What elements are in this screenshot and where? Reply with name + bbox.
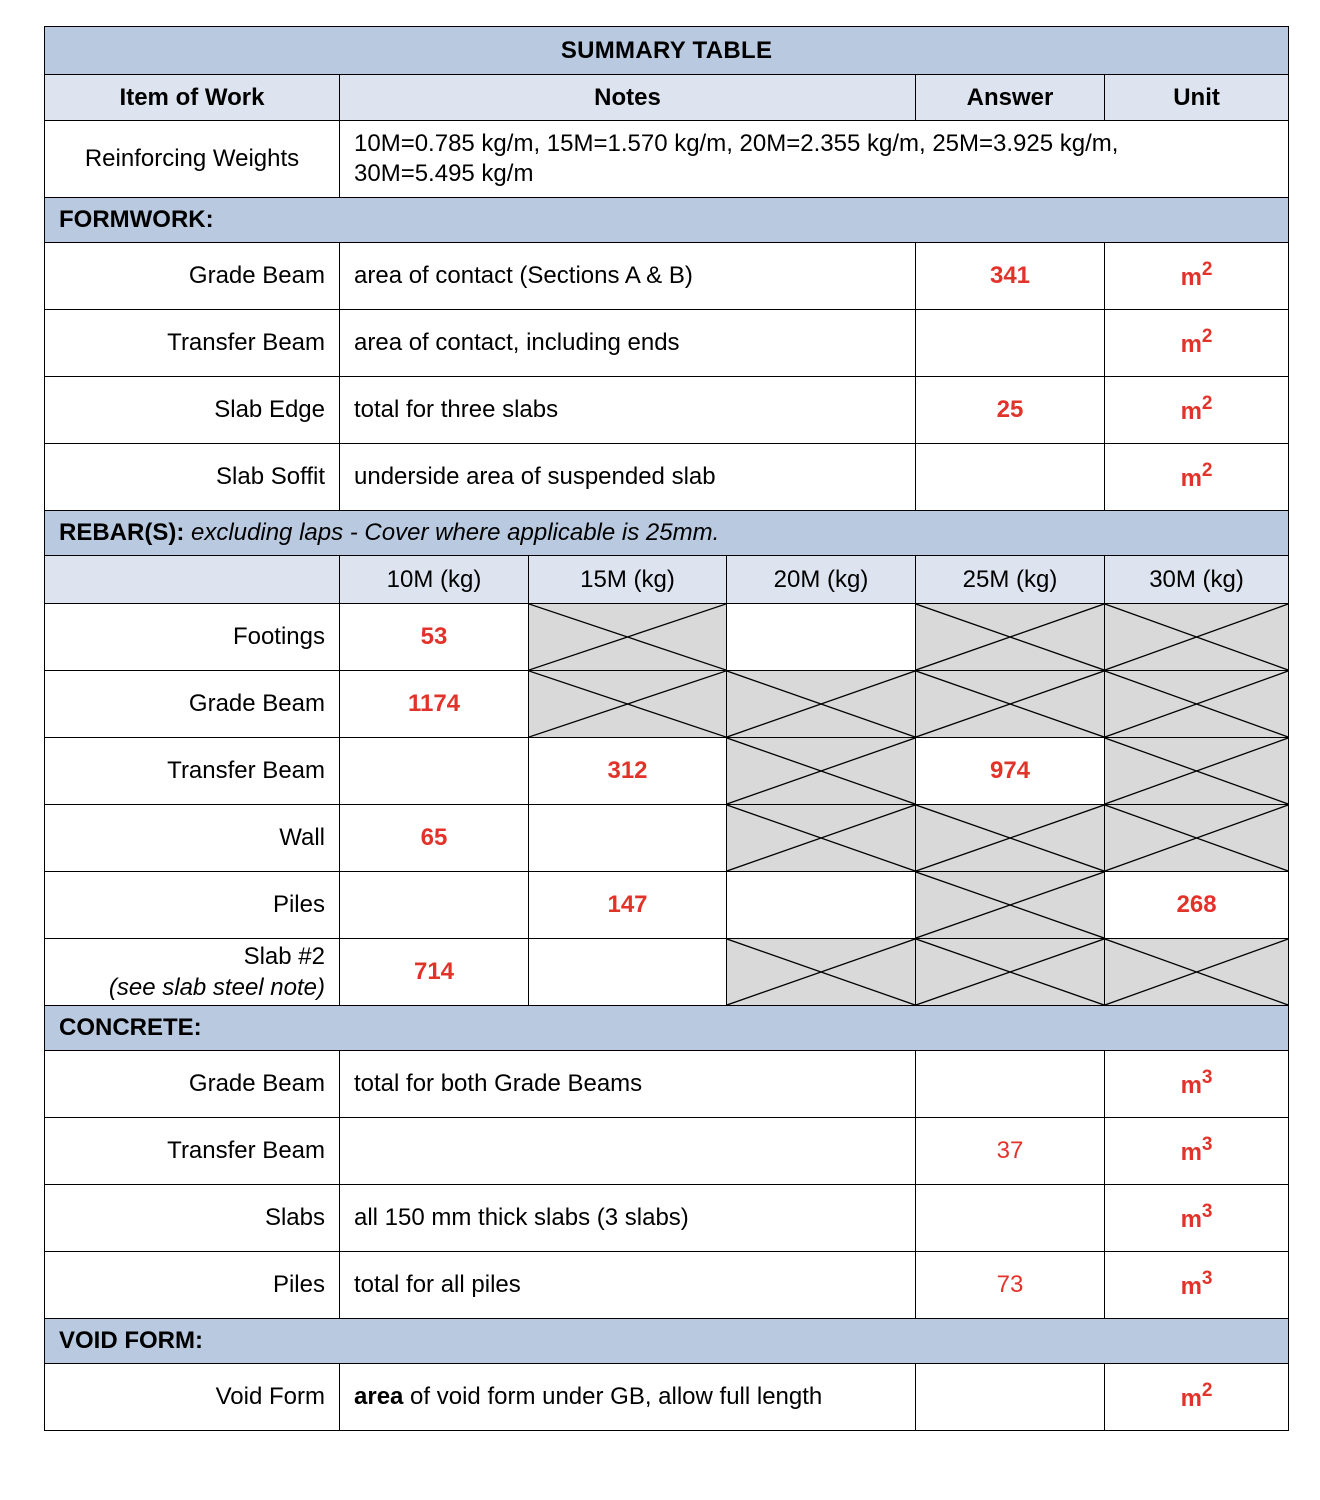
- unit-exponent: 3: [1201, 1134, 1213, 1155]
- cross-out-icon: [1105, 939, 1288, 1005]
- void-form-section-row: [45, 1319, 1289, 1364]
- concrete-row: [45, 1252, 1289, 1319]
- formwork-row: [45, 377, 1289, 444]
- row-item: Piles: [45, 1252, 340, 1319]
- row-note: area of contact, including ends: [340, 310, 916, 377]
- unit-base: m: [1180, 398, 1202, 425]
- row-note: [340, 1118, 916, 1185]
- row-unit: [1105, 243, 1289, 310]
- row-note: all 150 mm thick slabs (3 slabs): [340, 1185, 916, 1252]
- row-item: Grade Beam: [45, 1051, 340, 1118]
- concrete-row: [45, 1185, 1289, 1252]
- rebar-cell-not-applicable: [916, 805, 1105, 872]
- concrete-section-row: [45, 1006, 1289, 1051]
- row-item: Slab Soffit: [45, 444, 340, 511]
- unit-base: m: [1180, 1206, 1202, 1233]
- rebar-row: [45, 939, 1289, 1006]
- rebar-row: [45, 604, 1289, 671]
- rebar-row: [45, 872, 1289, 939]
- rebar-row-item: [45, 939, 340, 1006]
- row-note: total for all piles: [340, 1252, 916, 1319]
- cross-out-icon: [916, 805, 1104, 871]
- cross-out-icon: [1105, 671, 1288, 737]
- rebar-cell-value: 268: [1105, 872, 1289, 939]
- header-item-of-work: Item of Work: [45, 75, 340, 121]
- rebar-cell-not-applicable: [529, 604, 727, 671]
- cross-out-icon: [727, 671, 915, 737]
- unit-base: m: [1180, 1273, 1202, 1300]
- formwork-heading: FORMWORK:: [45, 198, 1289, 243]
- rebar-cell-not-applicable: [1105, 671, 1289, 738]
- reinforcing-weights-line-1: 10M=0.785 kg/m, 15M=1.570 kg/m, 20M=2.355 kg/m, 25M=3.925 kg/m,: [354, 130, 1119, 157]
- cross-out-icon: [1105, 805, 1288, 871]
- formwork-section-row: [45, 198, 1289, 243]
- row-answer: 37: [916, 1118, 1105, 1185]
- rebar-section-row: [45, 511, 1289, 556]
- void-note-rest: of void form under GB, allow full length: [403, 1383, 823, 1410]
- concrete-row: [45, 1118, 1289, 1185]
- void-form-heading: VOID FORM:: [45, 1319, 1289, 1364]
- rebar-cell-value: [340, 738, 529, 805]
- cross-out-icon: [1105, 604, 1288, 670]
- unit-exponent: 2: [1201, 259, 1213, 280]
- row-answer: [916, 1051, 1105, 1118]
- unit-base: m: [1180, 1072, 1202, 1099]
- rebar-header-blank: [45, 556, 340, 604]
- unit-exponent: 3: [1201, 1067, 1213, 1088]
- row-note: underside area of suspended slab: [340, 444, 916, 511]
- formwork-row: [45, 444, 1289, 511]
- row-item: Transfer Beam: [45, 1118, 340, 1185]
- row-answer: 25: [916, 377, 1105, 444]
- row-item: Transfer Beam: [45, 310, 340, 377]
- rebar-row: [45, 738, 1289, 805]
- rebar-cell-not-applicable: [727, 805, 916, 872]
- rebar-column-header-row: [45, 556, 1289, 604]
- rebar-cell-not-applicable: [916, 939, 1105, 1006]
- rebar-cell-value: 974: [916, 738, 1105, 805]
- rebar-cell-not-applicable: [529, 671, 727, 738]
- row-item: Void Form: [45, 1364, 340, 1431]
- unit-base: m: [1180, 1139, 1202, 1166]
- row-unit: [1105, 1051, 1289, 1118]
- concrete-heading: CONCRETE:: [45, 1006, 1289, 1051]
- rebar-row-item: Wall: [45, 805, 340, 872]
- reinforcing-weights-notes: [340, 121, 1289, 198]
- row-unit: [1105, 1185, 1289, 1252]
- rebar-cell-value: [529, 805, 727, 872]
- unit-exponent: 3: [1201, 1201, 1213, 1222]
- rebar-heading-note: excluding laps - Cover where applicable is 25mm.: [184, 519, 720, 546]
- row-unit: [1105, 377, 1289, 444]
- rebar-cell-not-applicable: [727, 939, 916, 1006]
- rebar-header-30m: 30M (kg): [1105, 556, 1289, 604]
- cross-out-icon: [727, 805, 915, 871]
- slab-steel-note: (see slab steel note): [108, 974, 325, 1001]
- row-unit: [1105, 1118, 1289, 1185]
- cross-out-icon: [529, 671, 726, 737]
- formwork-row: [45, 243, 1289, 310]
- void-form-row: [45, 1364, 1289, 1431]
- rebar-cell-not-applicable: [1105, 604, 1289, 671]
- unit-base: m: [1180, 465, 1202, 492]
- reinforcing-weights-line-2: 30M=5.495 kg/m: [354, 160, 534, 187]
- reinforcing-weights-label: Reinforcing Weights: [45, 121, 340, 198]
- unit-exponent: 2: [1201, 326, 1213, 347]
- cross-out-icon: [916, 939, 1104, 1005]
- rebar-cell-value: 65: [340, 805, 529, 872]
- row-unit: [1105, 444, 1289, 511]
- cross-out-icon: [1105, 738, 1288, 804]
- rebar-row: [45, 671, 1289, 738]
- rebar-header-15m: 15M (kg): [529, 556, 727, 604]
- unit-exponent: 3: [1201, 1268, 1213, 1289]
- row-answer: [916, 1185, 1105, 1252]
- cross-out-icon: [916, 872, 1104, 938]
- row-unit: [1105, 310, 1289, 377]
- row-note: total for both Grade Beams: [340, 1051, 916, 1118]
- rebar-row: [45, 805, 1289, 872]
- rebar-cell-value: 312: [529, 738, 727, 805]
- row-item: Slab Edge: [45, 377, 340, 444]
- rebar-header-25m: 25M (kg): [916, 556, 1105, 604]
- unit-exponent: 2: [1201, 393, 1213, 414]
- rebar-cell-not-applicable: [1105, 738, 1289, 805]
- row-item: Slabs: [45, 1185, 340, 1252]
- cross-out-icon: [529, 604, 726, 670]
- rebar-cell-not-applicable: [1105, 939, 1289, 1006]
- header-notes: Notes: [340, 75, 916, 121]
- row-item: Grade Beam: [45, 243, 340, 310]
- unit-base: m: [1180, 331, 1202, 358]
- rebar-cell-not-applicable: [727, 671, 916, 738]
- summary-table: [44, 26, 1289, 1431]
- row-answer: [916, 310, 1105, 377]
- rebar-row-item: Grade Beam: [45, 671, 340, 738]
- unit-base: m: [1180, 264, 1202, 291]
- cross-out-icon: [727, 939, 915, 1005]
- row-note: total for three slabs: [340, 377, 916, 444]
- rebar-cell-not-applicable: [916, 671, 1105, 738]
- rebar-cell-value: [727, 872, 916, 939]
- slab-label: Slab #2: [243, 943, 325, 970]
- row-answer: 73: [916, 1252, 1105, 1319]
- row-note: area of contact (Sections A & B): [340, 243, 916, 310]
- cross-out-icon: [916, 671, 1104, 737]
- row-answer: 341: [916, 243, 1105, 310]
- concrete-row: [45, 1051, 1289, 1118]
- header-answer: Answer: [916, 75, 1105, 121]
- unit-exponent: 2: [1201, 1380, 1213, 1401]
- rebar-cell-not-applicable: [916, 604, 1105, 671]
- rebar-cell-value: 147: [529, 872, 727, 939]
- rebar-cell-not-applicable: [916, 872, 1105, 939]
- cross-out-icon: [916, 604, 1104, 670]
- rebar-row-item: Footings: [45, 604, 340, 671]
- reinforcing-weights-row: [45, 121, 1289, 198]
- formwork-row: [45, 310, 1289, 377]
- row-unit: [1105, 1252, 1289, 1319]
- rebar-cell-not-applicable: [1105, 805, 1289, 872]
- row-note: [340, 1364, 916, 1431]
- rebar-cell-value: [727, 604, 916, 671]
- rebar-row-item: Transfer Beam: [45, 738, 340, 805]
- rebar-cell-value: 1174: [340, 671, 529, 738]
- row-answer: [916, 444, 1105, 511]
- cross-out-icon: [727, 738, 915, 804]
- rebar-cell-value: [529, 939, 727, 1006]
- rebar-header-20m: 20M (kg): [727, 556, 916, 604]
- rebar-cell-value: 714: [340, 939, 529, 1006]
- row-unit: [1105, 1364, 1289, 1431]
- rebar-cell-value: [340, 872, 529, 939]
- rebar-header-10m: 10M (kg): [340, 556, 529, 604]
- void-note-bold: area: [354, 1383, 404, 1410]
- rebar-heading: [45, 511, 1289, 556]
- rebar-cell-not-applicable: [727, 738, 916, 805]
- rebar-cell-value: 53: [340, 604, 529, 671]
- unit-exponent: 2: [1201, 460, 1213, 481]
- column-header-row: [45, 75, 1289, 121]
- header-unit: Unit: [1105, 75, 1289, 121]
- unit-base: m: [1180, 1385, 1202, 1412]
- rebar-heading-label: REBAR(S):: [59, 519, 185, 546]
- rebar-row-item: Piles: [45, 872, 340, 939]
- table-title: SUMMARY TABLE: [45, 27, 1289, 75]
- row-answer: [916, 1364, 1105, 1431]
